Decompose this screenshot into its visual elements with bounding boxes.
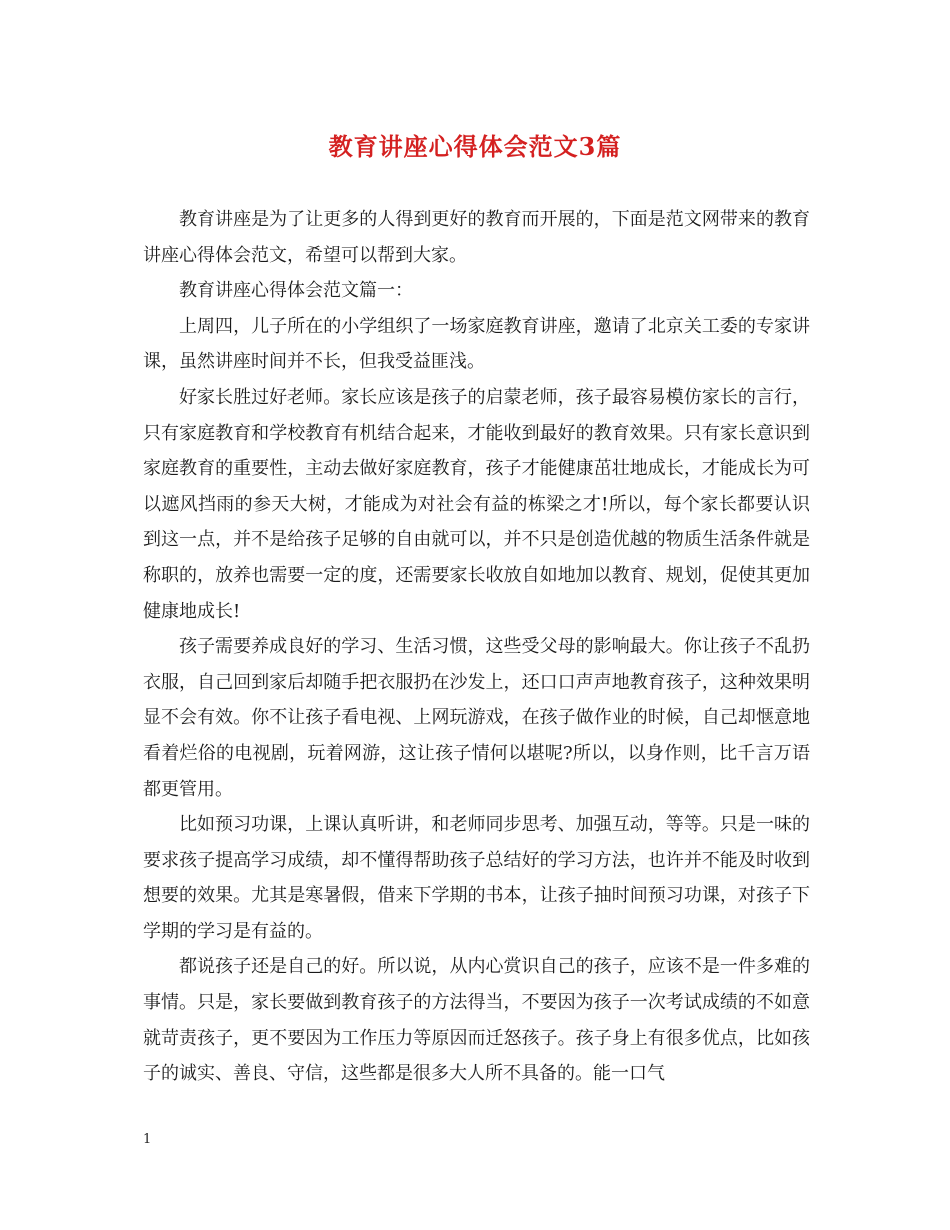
paragraph-intro: 教育讲座是为了让更多的人得到更好的教育而开展的，下面是范文网带来的教育讲座心得体会范文，希望可以帮到大家。: [143, 209, 810, 266]
paragraph: 上周四，儿子所在的小学组织了一场家庭教育讲座，邀请了北京关工委的专家讲课，虽然讲座时间并不长，但我受益匪浅。: [143, 315, 810, 373]
paragraph: 孩子需要养成良好的学习、生活习惯，这些受父母的影响最大。你让孩子不乱扔衣服，自己回到家后却随手把衣服扔在沙发上，还口口声声地教育孩子，这种效果明显不会有效。你不让孩子看电视、上网玩游戏，在孩子做作业的时候，自己却惬意地看着烂俗的电视剧，玩着网游，这让孩子情何以堪呢?所以，以身作则，比千言万语都更管用。: [143, 636, 810, 800]
paragraph: 比如预习功课，上课认真听讲，和老师同步思考、加强互动，等等。只是一味的要求孩子提高学习成绩，却不懂得帮助孩子总结好的学习方法，也许并不能及时收到想要的效果。尤其是寒暑假，借来下学期的书本，让孩子抽时间预习功课，对孩子下学期的学习是有益的。: [143, 814, 810, 942]
paragraph: 好家长胜过好老师。家长应该是孩子的启蒙老师，孩子最容易模仿家长的言行，只有家庭教育和学校教育有机结合起来，才能收到最好的教育效果。只有家长意识到家庭教育的重要性，主动去做好家庭教育，孩子才能健康茁壮地成长，才能成长为可以遮风挡雨的参天大树，才能成为对社会有益的栋梁之才!所以，每个家长都要认识到这一点，并不是给孩子足够的自由就可以，并不只是创造优越的物质生活条件就是称职的，放养也需要一定的度，还需要家长收放自如地加以教育、规划，促使其更加健康地成长!: [143, 386, 810, 622]
paragraph-section-heading: 教育讲座心得体会范文篇一：: [179, 280, 413, 302]
page-number: 1: [143, 1132, 152, 1147]
document-body: [143, 202, 810, 1092]
paragraph: 都说孩子还是自己的好。所以说，从内心赏识自己的孩子，应该不是一件多难的事情。只是，家长要做到教育孩子的方法得当，不要因为孩子一次考试成绩的不如意就苛责孩子，更不要因为工作压力等原因而迁怒孩子。孩子身上有很多优点，比如孩子的诚实、善良、守信，这些都是很多大人所不具备的。能一口气: [143, 956, 810, 1085]
document-title: 教育讲座心得体会范文3篇: [328, 132, 622, 161]
